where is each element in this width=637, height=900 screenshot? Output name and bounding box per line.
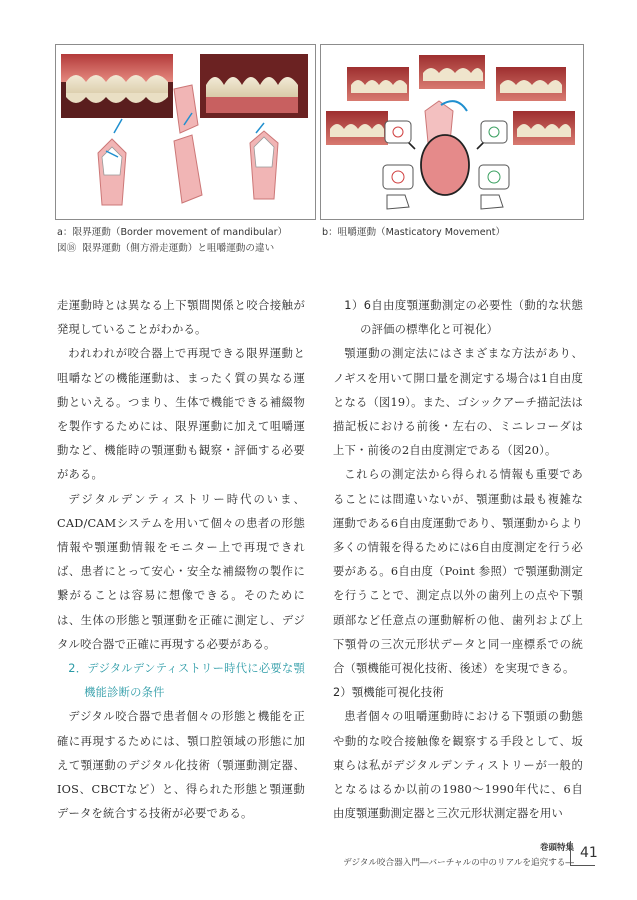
tooth-schematic-center: [174, 85, 202, 203]
page-number: 41: [580, 845, 598, 861]
figure-title: 限界運動（側方滑走運動）と咀嚼運動の違い: [82, 243, 275, 254]
tooth-schematic-left: [98, 119, 126, 205]
tooth-schematic-right: [250, 123, 278, 199]
paragraph: デジタルデンティストリー時代のいま、CAD/CAMシステムを用いて個々の患者の形態情報や顎運動情報をモニター上で再現できれば、患者にとって安心・安全な補綴物の製作に繋がることは容易に想像できる。そのためには、生体の形態と顎運動を正確に測定し、デジタル咬合器で正確に再現する必要がある。: [57, 492, 305, 651]
text-column-right: [333, 294, 583, 826]
section-heading: 2．デジタルデンティストリー時代に必要な顎機能診断の条件: [68, 662, 305, 700]
paragraph: われわれが咬合器上で再現できる限界運動と咀嚼などの機能運動は、まったく質の異なる運動といえる。つまり、生体で機能できる補綴物を製作するためには、限界運動に加えて咀嚼運動など、機能時の顎運動も観察・評価する必要がある。: [57, 347, 305, 482]
paragraph: 顎運動の測定法にはさまざまな方法があり、ノギスを用いて開口量を測定する場合は1自由度となる（図19）。また、ゴシックアーチ描記法は描記板における前後・左右の、ミニレコーダは上下・前後の2自由度測定である（図20）。: [333, 347, 583, 458]
figure-panel-a: [55, 44, 316, 220]
figure-caption-a: a：限界運動（Border movement of mandibular）: [57, 227, 288, 238]
figure-panel-b: [320, 44, 584, 220]
photo-strip-top: [347, 55, 566, 101]
paragraph: これらの測定法から得られる情報も重要であることには間違いないが、顎運動は最も複雑な運動である6自由度運動であり、顎運動からより多くの情報を得るためには6自由度測定を行う必要がある。6自由度（Point 参照）で顎運動測定を行うことで、測定点以外の歯列上の点や下顎頭部など任意点の運動解析の他、歯列および上下顎骨の三次元形状データと同一座標系での統合（顎機能可視化技術、後述）を実現できる。: [333, 468, 583, 676]
running-title: デジタル咬合器入門―バーチャルの中のリアルを追究する―: [343, 858, 574, 868]
section-label: 巻頭特集: [539, 843, 574, 853]
paragraph: 走運動時とは異なる上下顎間関係と咬合接触が発現していることがわかる。: [57, 299, 305, 337]
paragraph: 患者個々の咀嚼運動時における下顎頭の動態や動的な咬合接触像を観察する手段として、坂東らは私がデジタルデンティストリーが一般的となるはるか以前の1980～1990年代に、6自由度顎運動測定器と三次元形状測定器を用い: [333, 710, 583, 821]
paragraph: デジタル咬合器で患者個々の形態と機能を正確に再現するためには、顎口腔領域の形態に加えて顎運動のデジタル化技術（顎運動測定器、IOS、CBCTなど）と、得られた形態と顎運動データを統合する技術が必要である。: [57, 710, 305, 821]
subsection-heading: 2）顎機能可視化技術: [333, 686, 444, 700]
chewing-cycle-diagram: [407, 101, 485, 195]
text-column-left: [57, 294, 305, 826]
masticatory-movement-illustration: [321, 45, 583, 219]
figure-caption-b: b：咀嚼運動（Masticatory Movement）: [322, 227, 506, 238]
subsection-heading: 1）6自由度顎運動測定の必要性（動的な状態の評価の標準化と可視化）: [344, 299, 583, 337]
border-movement-illustration: [56, 45, 315, 219]
figure-title-line: [57, 240, 274, 254]
figure-number: 図⑱: [57, 243, 77, 254]
